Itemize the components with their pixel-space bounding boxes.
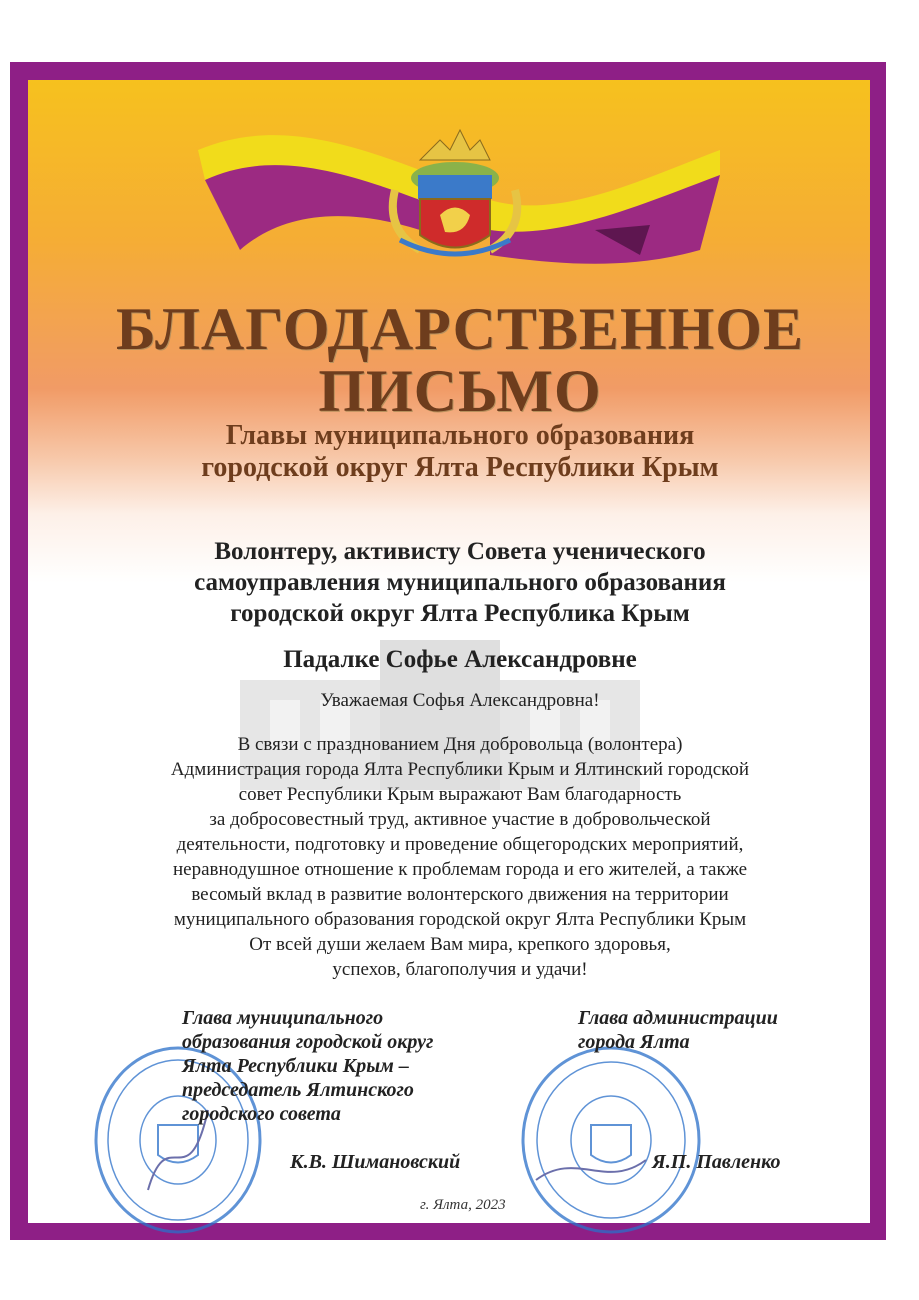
subtitle-line-2: городской округ Ялта Республики Крым <box>201 452 719 483</box>
letter-body <box>40 732 880 982</box>
title-line-2: ПИСЬМО <box>318 358 602 424</box>
body-line: совет Республики Крым выражают Вам благодарность <box>238 784 682 805</box>
body-line: В связи с празднованием Дня добровольца (волонтера) <box>237 734 683 755</box>
signatory-left-line: образования городской округ <box>182 1031 434 1053</box>
recipient-role <box>40 536 880 629</box>
greeting: Уважаемая Софья Александровна! <box>320 690 600 711</box>
signatory-right-name: Я.П. Павленко <box>652 1151 781 1173</box>
document-title <box>40 298 880 422</box>
body-line: успехов, благополучия и удачи! <box>332 959 588 980</box>
recipient-role-line: Волонтеру, активисту Совета ученического <box>214 538 706 565</box>
document-subtitle <box>40 420 880 484</box>
ribbon-emblem-graphic <box>0 0 919 300</box>
signatory-left-line: председатель Ялтинского <box>182 1079 414 1101</box>
subtitle-line-1: Главы муниципального образования <box>225 420 695 451</box>
right-official-stamp <box>516 1040 706 1240</box>
body-line: весомый вклад в развитие волонтерского движения на территории <box>191 884 729 905</box>
signatory-left-name: К.В. Шимановский <box>290 1151 461 1173</box>
body-line: неравнодушное отношение к проблемам города и его жителей, а также <box>172 859 748 880</box>
signatory-right-line: города Ялта <box>578 1031 690 1053</box>
signatory-left-line: Ялта Республики Крым – <box>182 1055 409 1077</box>
place-and-date: г. Ялта, 2023 <box>420 1197 506 1213</box>
signatory-left-line: Глава муниципального <box>182 1007 384 1029</box>
body-line: за добросовестный труд, активное участие в добровольческой <box>209 809 711 830</box>
signatory-right-line: Глава администрации <box>578 1007 778 1029</box>
recipient-name: Падалке Софье Александровне <box>283 646 637 673</box>
recipient-role-line: самоуправления муниципального образования <box>194 569 726 596</box>
body-line: От всей души желаем Вам мира, крепкого здоровья, <box>249 934 671 955</box>
title-line-1: БЛАГОДАРСТВЕННОЕ <box>116 296 804 362</box>
body-line: деятельности, подготовку и проведение общегородских мероприятий, <box>176 834 744 855</box>
signatory-right-title <box>578 1006 838 1054</box>
body-line: муниципального образования городской округ Ялта Республики Крым <box>173 909 747 930</box>
signatory-left-title <box>182 1006 482 1126</box>
recipient-role-line: городской округ Ялта Республика Крым <box>230 600 690 627</box>
signatory-left-line: городского совета <box>182 1103 341 1125</box>
body-line: Администрация города Ялта Республики Крым и Ялтинский городской <box>170 759 750 780</box>
